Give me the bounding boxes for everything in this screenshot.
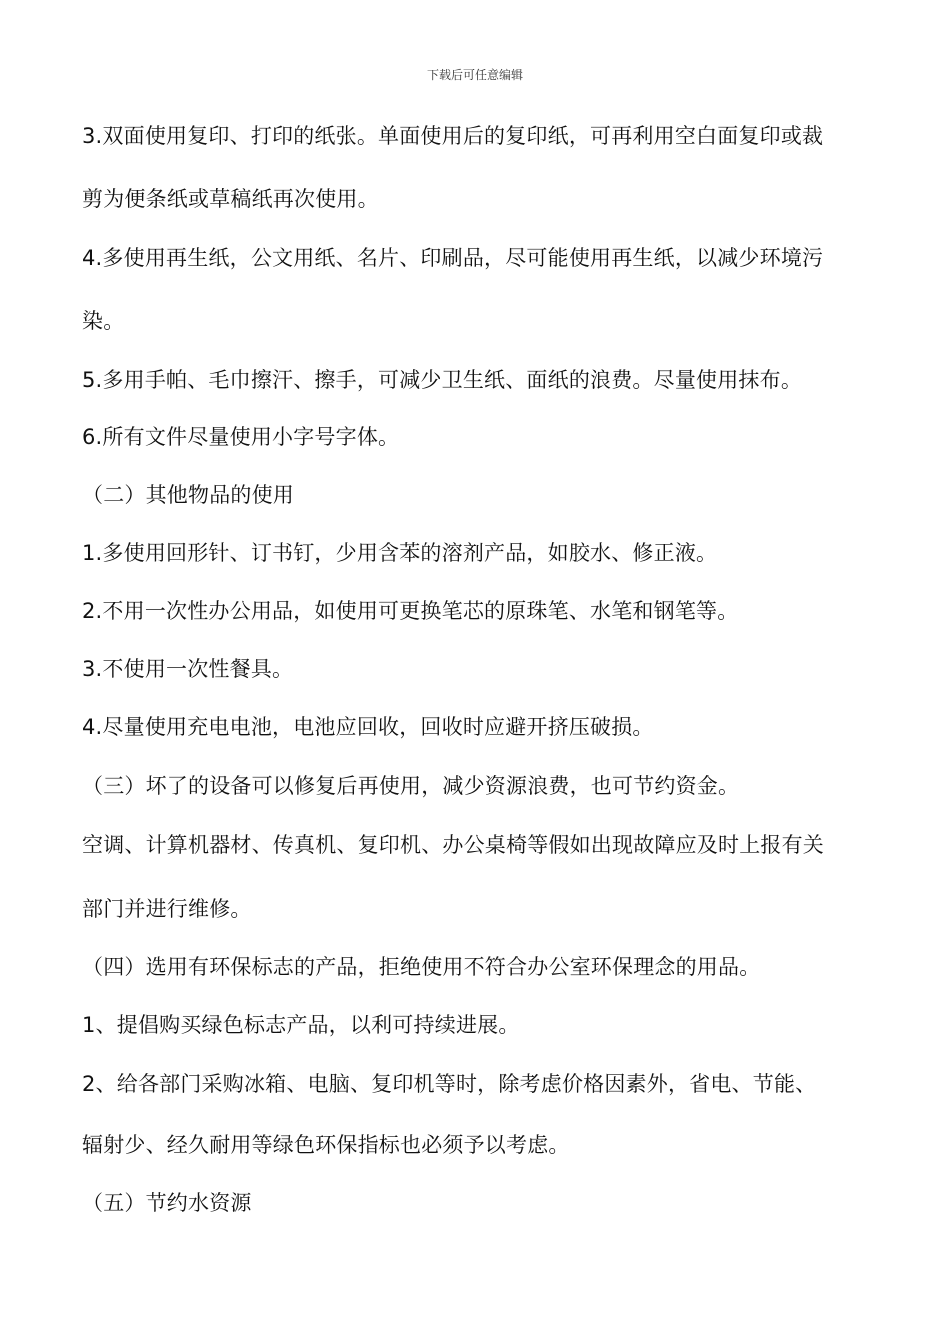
paragraph-line: 6.所有文件尽量使用小字号字体。 xyxy=(82,425,400,449)
paragraph-line: 染。 xyxy=(82,309,125,333)
paragraph-line: 5.多用手帕、毛巾擦汗、擦手，可减少卫生纸、面纸的浪费。尽量使用抹布。 xyxy=(82,368,803,392)
paragraph-line: 剪为便条纸或草稿纸再次使用。 xyxy=(82,187,379,211)
paragraph-line: 2.不用一次性办公用品，如使用可更换笔芯的原珠笔、水笔和钢笔等。 xyxy=(82,599,739,623)
section-heading: （三）坏了的设备可以修复后再使用，减少资源浪费，也可节约资金。 xyxy=(82,774,740,798)
section-heading: （五）节约水资源 xyxy=(82,1191,252,1215)
paragraph-line: 空调、计算机器材、传真机、复印机、办公桌椅等假如出现故障应及时上报有关 xyxy=(82,833,824,857)
section-heading: （二）其他物品的使用 xyxy=(82,483,294,507)
paragraph-line: 4.多使用再生纸，公文用纸、名片、印刷品，尽可能使用再生纸，以减少环境污 xyxy=(82,246,824,270)
paragraph-line: 3.不使用一次性餐具。 xyxy=(82,657,294,681)
paragraph-line: 3.双面使用复印、打印的纸张。单面使用后的复印纸，可再利用空白面复印或裁 xyxy=(82,124,824,148)
paragraph-line: 1.多使用回形针、订书钉，少用含苯的溶剂产品，如胶水、修正液。 xyxy=(82,541,718,565)
paragraph-line: 1、提倡购买绿色标志产品，以利可持续进展。 xyxy=(82,1013,520,1037)
page-header: 下载后可任意编辑 xyxy=(426,68,523,82)
paragraph-line: 2、给各部门采购冰箱、电脑、复印机等时，除考虑价格因素外，省电、节能、 xyxy=(82,1072,817,1096)
paragraph-line: 部门并进行维修。 xyxy=(82,897,252,921)
paragraph-line: 4.尽量使用充电电池，电池应回收，回收时应避开挤压破损。 xyxy=(82,715,654,739)
section-heading: （四）选用有环保标志的产品，拒绝使用不符合办公室环保理念的用品。 xyxy=(82,955,761,979)
paragraph-line: 辐射少、经久耐用等绿色环保指标也必须予以考虑。 xyxy=(82,1133,570,1157)
